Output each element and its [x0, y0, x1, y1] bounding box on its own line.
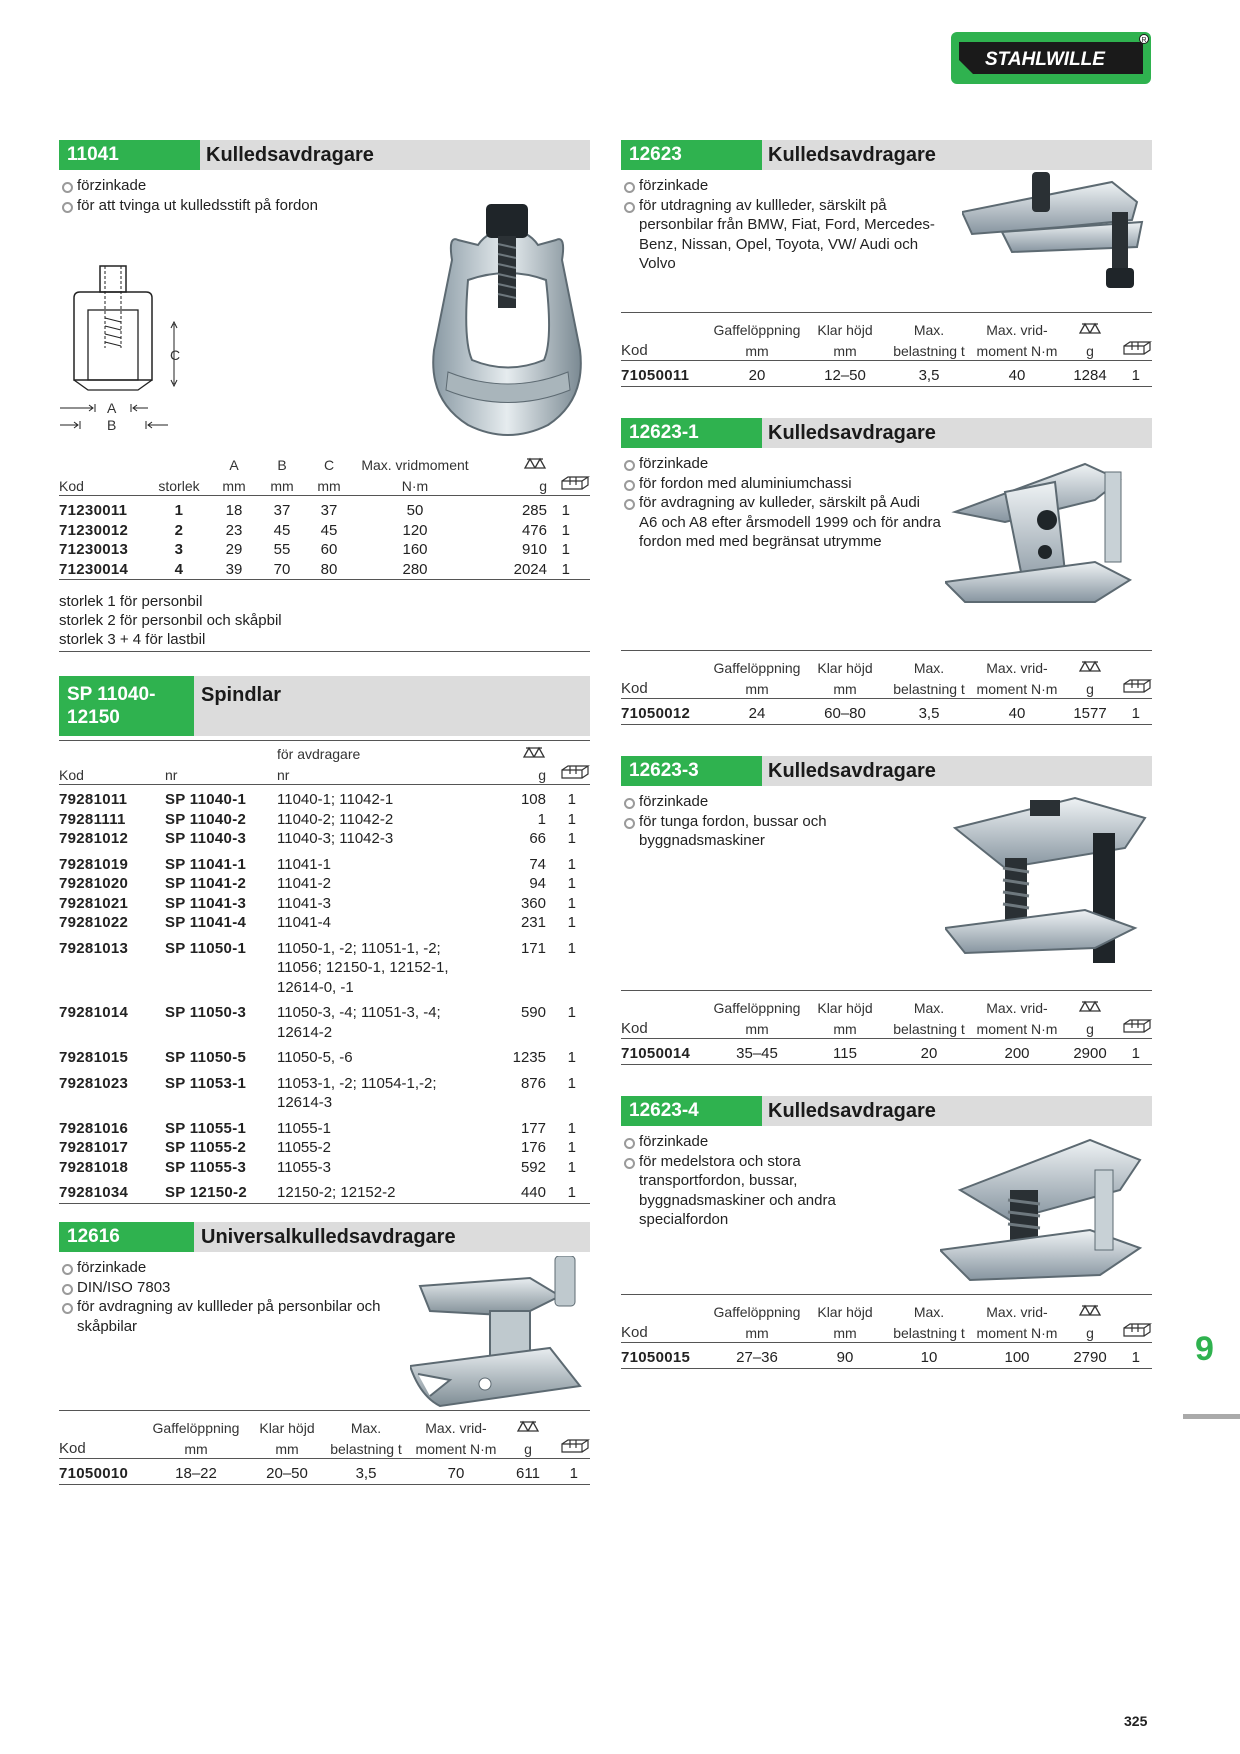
- bullet: förzinkade: [621, 454, 941, 474]
- chapter-tab-bar: [1183, 1414, 1240, 1419]
- table-cell: 11050-3, -4; 11051-3, -4;: [277, 1004, 441, 1022]
- section-spindlar: [59, 676, 590, 736]
- table-cell: [165, 978, 277, 1001]
- table-cell: 11055-1: [277, 1119, 331, 1137]
- table-cell: 66: [529, 830, 546, 848]
- product-image-12623-4: [940, 1130, 1150, 1290]
- article-number: 12623-4: [621, 1096, 762, 1126]
- table-row: [59, 852, 590, 875]
- table-cell: SP 11041-1: [165, 855, 247, 873]
- weight-icon: [1078, 321, 1102, 339]
- table-12623-4: Gaffelöppning Klar höjd Max. Max. vrid- Kod mm mm belastning t moment N·m g 71050015 27–36 90 10 100 2790 1: [621, 1302, 1152, 1369]
- bullet: förzinkade: [621, 176, 951, 196]
- table-cell: [546, 1093, 590, 1116]
- table-row: 71050014 35–45 115 20 200 2900 1: [621, 1044, 1152, 1064]
- table-cell: 177: [520, 1119, 546, 1137]
- col-load: Max.: [350, 1420, 382, 1437]
- table-cell: 79281023: [59, 1074, 129, 1092]
- product-image-12623-3: [945, 788, 1150, 978]
- table-cell: [546, 978, 590, 1001]
- table-cell: 94: [529, 875, 546, 893]
- table-cell: 79281015: [59, 1049, 129, 1067]
- table-cell: 592: [520, 1158, 546, 1176]
- table-cell: [502, 978, 546, 1001]
- table-cell: SP 11041-3: [165, 894, 247, 912]
- package-icon: [560, 764, 590, 784]
- stahlwille-logo: [951, 32, 1151, 84]
- table-cell: 79281014: [59, 1004, 129, 1022]
- table-cell: SP 11041-4: [165, 914, 247, 932]
- table-cell: 11050-5, -6: [277, 1049, 353, 1067]
- package-icon: [1122, 678, 1152, 698]
- table-cell: 11040-1; 11042-1: [277, 791, 394, 809]
- table-cell: 108: [520, 791, 546, 809]
- table-cell: [59, 978, 165, 1001]
- dim-label-c: C: [170, 347, 181, 363]
- table-cell: 1: [567, 1074, 576, 1092]
- col-a: A: [229, 457, 239, 474]
- table-cell: SP 11050-1: [165, 939, 247, 957]
- table-cell: 1: [567, 914, 576, 932]
- col-kod: Kod: [59, 477, 84, 494]
- chapter-tab: 9: [1195, 1330, 1214, 1368]
- table-row: [59, 874, 590, 894]
- table-cell: [502, 958, 546, 978]
- table-row: [59, 978, 590, 1001]
- package-icon: [1122, 1018, 1152, 1038]
- table-cell: 11055-2: [277, 1139, 331, 1157]
- table-row: 71230011 1 18 37 37 50 285 1: [59, 502, 570, 520]
- product-image-12616: [410, 1256, 590, 1426]
- table-cell: 1: [567, 1158, 576, 1176]
- table-row: 71050010 18–22 20–50 3,5 70 611 1: [59, 1464, 590, 1484]
- table-cell: [59, 1023, 165, 1046]
- article-number: 12623: [621, 140, 762, 170]
- table-row: [59, 958, 590, 978]
- table-spindlar: [59, 744, 590, 1204]
- table-row: [59, 894, 590, 914]
- table-cell: 1235: [512, 1049, 546, 1067]
- table-cell: SP 11055-2: [165, 1139, 247, 1157]
- col-storlek: storlek: [158, 477, 200, 494]
- table-cell: 79281019: [59, 855, 129, 873]
- table-row: 71230013 3 29 55 60 160 910 1: [59, 541, 570, 559]
- table-cell: SP 11040-1: [165, 791, 247, 809]
- bullet: för medelstora och stora transportfordon, bussar, byggnadsmaskiner och andra specialfordon: [621, 1152, 881, 1230]
- col-unit: mm: [317, 477, 341, 494]
- table-row: 71230014 4 39 70 80 280 2024 1: [59, 560, 590, 580]
- table-cell: 79281034: [59, 1184, 129, 1202]
- table-cell: SP 11055-3: [165, 1158, 247, 1176]
- table-cell: SP 11050-5: [165, 1049, 247, 1067]
- col-b: B: [277, 457, 287, 474]
- table-cell: 11040-3; 11042-3: [277, 830, 394, 848]
- article-number: 12623-3: [621, 756, 762, 786]
- article-number: SP 11040-: [67, 684, 156, 705]
- table-cell: 79281022: [59, 914, 129, 932]
- page-number: 325: [1124, 1713, 1148, 1729]
- table-row: [59, 810, 590, 830]
- bullet: förzinkade: [621, 792, 901, 812]
- size-notes: [59, 592, 590, 652]
- table-12623: Gaffelöppning Klar höjd Max. Max. vrid- Kod mm mm belastning t moment N·m g 71050011 20 12–50 3,5 40 1284 1: [621, 320, 1152, 387]
- table-cell: SP 11055-1: [165, 1119, 247, 1137]
- table-cell: SP 11041-2: [165, 875, 247, 893]
- svg-text:STAHLWILLE: STAHLWILLE: [985, 49, 1105, 70]
- table-cell: 11041-1: [277, 855, 331, 873]
- table-cell: 1: [567, 1184, 576, 1202]
- table-cell: 79281017: [59, 1139, 129, 1157]
- table-row: [59, 1071, 590, 1094]
- table-cell: 12614-2: [277, 1023, 333, 1041]
- table-cell: [59, 958, 165, 978]
- table-row: 71050015 27–36 90 10 100 2790 1: [621, 1348, 1152, 1368]
- table-cell: [546, 958, 590, 978]
- col-nr: nr: [165, 766, 178, 783]
- col-kod: Kod: [59, 1439, 86, 1457]
- table-cell: 1: [567, 894, 576, 912]
- table-row: [59, 1116, 590, 1139]
- table-cell: 440: [520, 1184, 546, 1202]
- package-icon: [1122, 1322, 1152, 1342]
- package-icon: [1122, 340, 1152, 360]
- weight-icon: [1078, 1303, 1102, 1321]
- bullet: för att tvinga ut kulledsstift på fordon: [59, 196, 590, 216]
- table-cell: 11041-3: [277, 894, 331, 912]
- table-cell: 876: [520, 1074, 546, 1092]
- table-cell: 79281011: [59, 791, 128, 809]
- col-unit: mm: [222, 477, 246, 494]
- col-height: Klar höjd: [259, 1420, 315, 1437]
- col-jaw: Gaffelöppning: [152, 1420, 240, 1437]
- section-title: Kulledsavdragare: [768, 421, 936, 444]
- table-cell: 11053-1, -2; 11054-1,-2;: [277, 1074, 437, 1092]
- package-icon: [560, 475, 590, 495]
- product-image-11041: [428, 200, 588, 440]
- weight-icon: [1078, 999, 1102, 1017]
- col-weight-unit: g: [538, 766, 546, 783]
- table-row: [59, 1000, 590, 1023]
- table-cell: 12614-3: [277, 1094, 333, 1112]
- dimension-drawing: [58, 262, 188, 440]
- section-title: Kulledsavdragare: [768, 759, 936, 782]
- table-cell: 231: [520, 914, 546, 932]
- section-title: Kulledsavdragare: [768, 1099, 936, 1122]
- table-cell: [502, 1023, 546, 1046]
- section-title: Kulledsavdragare: [206, 143, 374, 166]
- dim-label-b: B: [107, 417, 117, 433]
- table-cell: [546, 1023, 590, 1046]
- table-row: [59, 913, 590, 936]
- table-cell: 11041-2: [277, 875, 331, 893]
- table-cell: [59, 1093, 165, 1116]
- product-image-12623-1: [945, 452, 1150, 622]
- table-cell: 12614-0, -1: [277, 978, 354, 996]
- table-12623-3: Gaffelöppning Klar höjd Max. Max. vrid- Kod mm mm belastning t moment N·m g 71050014 35–45 115 20 200 2900 1: [621, 998, 1152, 1065]
- weight-icon: [522, 745, 546, 763]
- table-cell: 1: [567, 875, 576, 893]
- col-c: C: [323, 457, 335, 474]
- table-cell: 171: [520, 939, 546, 957]
- bullet: förzinkade: [59, 1258, 399, 1278]
- table-cell: [502, 1093, 546, 1116]
- table-cell: 590: [520, 1004, 546, 1022]
- bullet: för tunga fordon, bussar och byggnadsmaskiner: [621, 812, 901, 851]
- table-cell: 79281013: [59, 939, 129, 957]
- article-number: 12623-1: [621, 418, 762, 448]
- weight-icon: [516, 1419, 540, 1437]
- table-row: [59, 1180, 590, 1203]
- article-number: 12150: [67, 707, 120, 728]
- table-cell: SP 11050-3: [165, 1004, 247, 1022]
- table-cell: 79281012: [59, 830, 129, 848]
- table-row: [59, 1138, 590, 1158]
- col-torque: Max. vridmoment: [361, 457, 469, 474]
- table-cell: 1: [567, 1119, 576, 1137]
- table-row: [59, 829, 590, 852]
- table-11041: [59, 455, 590, 580]
- table-cell: 11040-2; 11042-2: [277, 810, 394, 828]
- section-title: Kulledsavdragare: [768, 143, 936, 166]
- bullet: förzinkade: [59, 176, 590, 196]
- table-cell: 11050-1, -2; 11051-1, -2;: [277, 939, 441, 957]
- col-nr: nr: [277, 766, 290, 783]
- table-cell: 79281021: [59, 894, 129, 912]
- table-cell: 11056; 12150-1, 12152-1,: [277, 959, 449, 977]
- table-cell: 360: [520, 894, 546, 912]
- table-cell: 79281111: [59, 810, 126, 828]
- table-cell: 74: [529, 855, 546, 873]
- table-cell: 79281018: [59, 1158, 129, 1176]
- table-row: [59, 1023, 590, 1046]
- dim-label-a: A: [107, 400, 117, 416]
- table-cell: 1: [567, 791, 576, 809]
- table-row: [59, 936, 590, 959]
- table-cell: SP 12150-2: [165, 1184, 247, 1202]
- table-cell: 1: [567, 830, 576, 848]
- col-unit: N·m: [401, 477, 429, 494]
- table-12623-1: Gaffelöppning Klar höjd Max. Max. vrid- Kod mm mm belastning t moment N·m g 71050012 24 60–80 3,5 40 1577 1: [621, 658, 1152, 725]
- table-row: [59, 790, 590, 810]
- bullet: för avdragning av kulleder, särskilt på Audi A6 och A8 efter årsmodell 1999 och för andra fordon med med begränsat utrymme: [621, 493, 941, 552]
- table-row: [59, 1158, 590, 1181]
- col-unit: mm: [270, 477, 294, 494]
- col-for-puller: för avdragare: [277, 746, 361, 763]
- table-cell: [165, 1023, 277, 1046]
- section-title: Universalkulledsavdragare: [201, 1225, 456, 1248]
- table-cell: 11055-3: [277, 1158, 331, 1176]
- table-cell: 1: [567, 855, 576, 873]
- product-image-12623: [962, 172, 1152, 297]
- table-cell: 1: [567, 1004, 576, 1022]
- bullet: förzinkade: [621, 1132, 881, 1152]
- table-cell: SP 11040-3: [165, 830, 247, 848]
- table-cell: 79281016: [59, 1119, 129, 1137]
- bullet: för utdragning av kullleder, särskilt på personbilar från BMW, Fiat, Ford, Mercedes-Benz, Nissan, Opel, Toyota, VW/ Audi och Volvo: [621, 196, 951, 274]
- table-row: 71050011 20 12–50 3,5 40 1284 1: [621, 366, 1152, 386]
- weight-icon: [1078, 659, 1102, 677]
- table-row: 71230012 2 23 45 45 120 476 1: [59, 521, 570, 539]
- table-cell: 11041-4: [277, 914, 331, 932]
- table-cell: 1: [537, 810, 546, 828]
- article-number: 12616: [59, 1222, 194, 1252]
- table-row: [59, 1045, 590, 1071]
- table-cell: SP 11040-2: [165, 810, 247, 828]
- table-row: 71050012 24 60–80 3,5 40 1577 1: [621, 704, 1152, 724]
- col-torque: Max. vrid-: [425, 1420, 487, 1437]
- table-cell: SP 11053-1: [165, 1074, 247, 1092]
- col-weight-unit: g: [539, 477, 547, 494]
- table-cell: 79281020: [59, 875, 129, 893]
- section-title: Spindlar: [201, 684, 282, 706]
- package-icon: [560, 1438, 590, 1458]
- bullet: för avdragning av kullleder på personbilar och skåpbilar: [59, 1297, 399, 1336]
- weight-icon: [523, 456, 547, 474]
- table-cell: [165, 1093, 277, 1116]
- table-12616: Gaffelöppning Klar höjd Max. Max. vrid- Kod mm mm belastning t moment N·m g 71050010 18–22 20–50 3,5 70 611 1: [59, 1418, 590, 1485]
- bullet: DIN/ISO 7803: [59, 1278, 399, 1298]
- article-number: 11041: [59, 140, 200, 170]
- section-header: [59, 140, 590, 170]
- note: storlek 2 för personbil och skåpbil: [59, 612, 282, 629]
- table-cell: [165, 958, 277, 978]
- table-cell: 1: [567, 939, 576, 957]
- svg-text:R: R: [1141, 37, 1147, 44]
- col-kod: Kod: [59, 766, 84, 783]
- note: storlek 1 för personbil: [59, 593, 203, 610]
- table-row: [59, 1093, 590, 1116]
- table-cell: 1: [567, 810, 576, 828]
- table-cell: 1: [567, 1139, 576, 1157]
- note: storlek 3 + 4 för lastbil: [59, 631, 206, 648]
- table-cell: 12150-2; 12152-2: [277, 1184, 396, 1202]
- table-cell: 176: [520, 1139, 546, 1157]
- table-cell: 1: [567, 1049, 576, 1067]
- bullet: för fordon med aluminiumchassi: [621, 474, 941, 494]
